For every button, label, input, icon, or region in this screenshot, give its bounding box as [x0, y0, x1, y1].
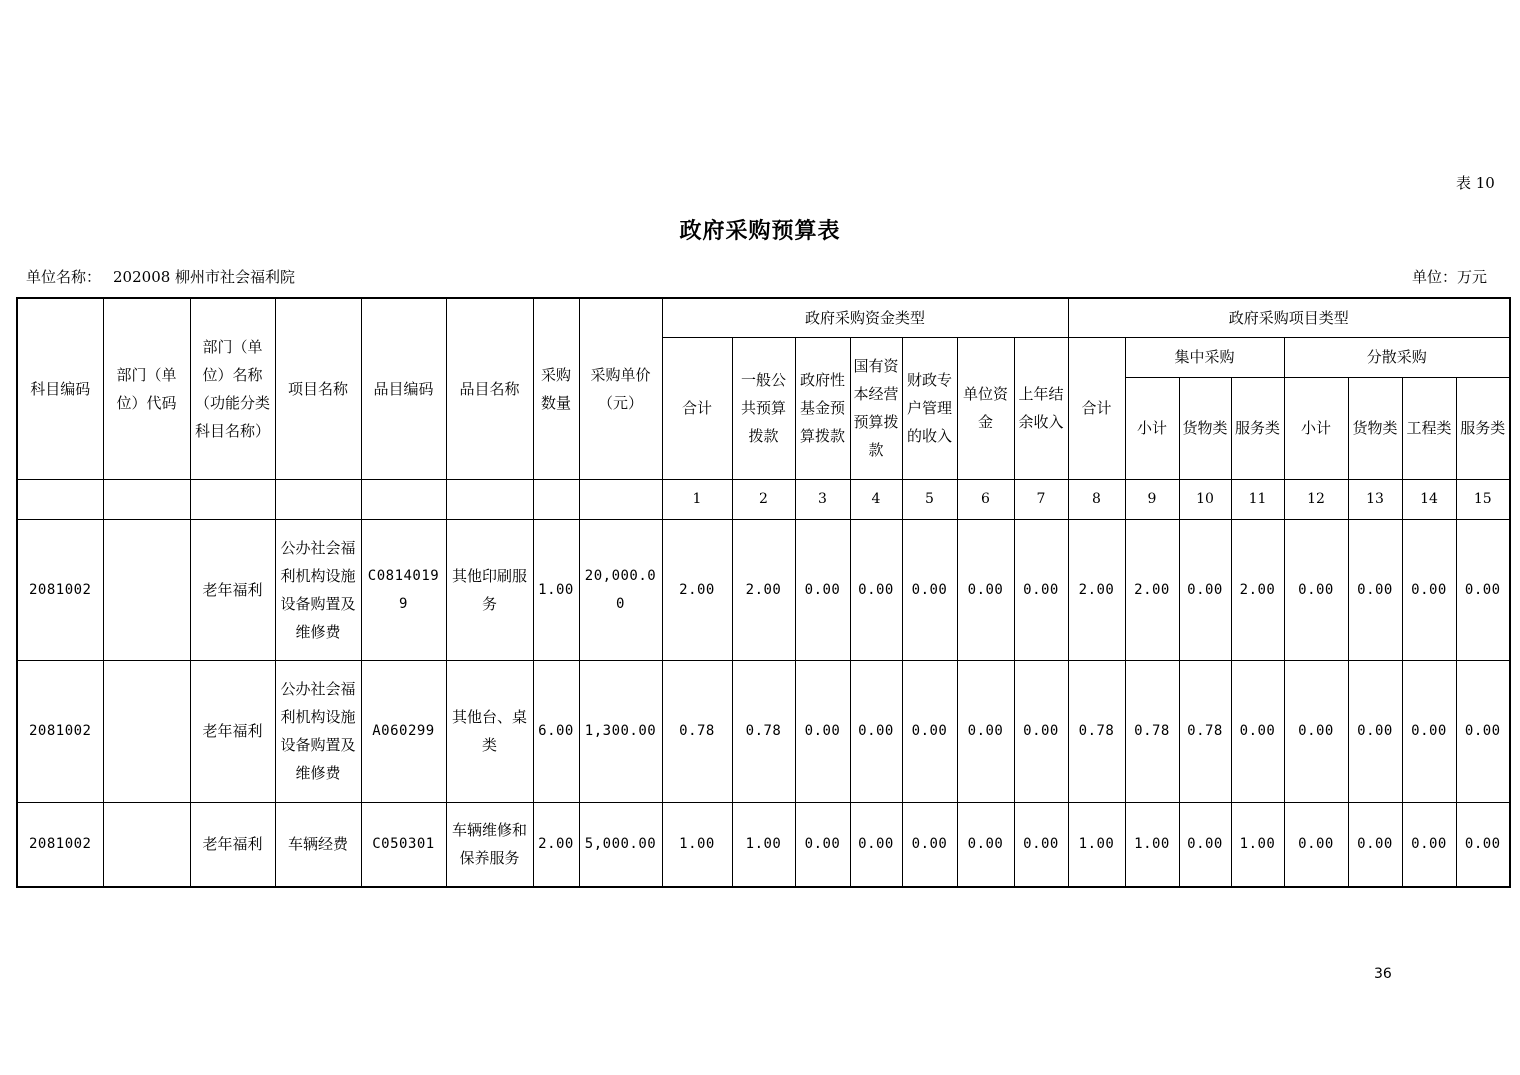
cell-value-col-12: 0.00	[1284, 519, 1348, 660]
cell-value-col-5: 0.00	[902, 660, 957, 802]
cell-value-col-15: 0.00	[1456, 660, 1510, 802]
cell-quantity: 1.00	[533, 519, 579, 660]
cell-value-col-9: 1.00	[1125, 802, 1179, 887]
cell-value-col-1: 2.00	[662, 519, 732, 660]
header-dept-name: 部门（单位）名称（功能分类科目名称）	[190, 298, 275, 479]
cell-value-col-11: 0.00	[1231, 660, 1284, 802]
page-number: 36	[1374, 966, 1392, 982]
cell-value-col-14: 0.00	[1402, 802, 1456, 887]
header-decentral-goods: 货物类	[1348, 377, 1402, 479]
cell-item-code: C050301	[361, 802, 446, 887]
table-row	[17, 519, 1510, 660]
table-row	[17, 802, 1510, 887]
page-title: 政府采购预算表	[679, 218, 841, 244]
col-number: 10	[1179, 479, 1231, 519]
header-item-name: 品目名称	[446, 298, 533, 479]
header-project-type-group: 政府采购项目类型	[1068, 298, 1510, 337]
header-fund-total: 合计	[662, 337, 732, 479]
cell-value-col-10: 0.00	[1179, 802, 1231, 887]
cell-value-col-3: 0.00	[795, 660, 850, 802]
cell-value-col-15: 0.00	[1456, 519, 1510, 660]
cell-value-col-2: 1.00	[732, 802, 795, 887]
header-dept-code: 部门（单位）代码	[103, 298, 190, 479]
cell-project-name: 公办社会福利机构设施设备购置及维修费	[275, 519, 361, 660]
cell-value-col-15: 0.00	[1456, 802, 1510, 887]
cell-dept-name: 老年福利	[190, 802, 275, 887]
header-central-services: 服务类	[1231, 377, 1284, 479]
cell-item-name: 车辆维修和保养服务	[446, 802, 533, 887]
col-number: 8	[1068, 479, 1125, 519]
col-number: 2	[732, 479, 795, 519]
cell-value-col-9: 0.78	[1125, 660, 1179, 802]
cell-subject-code: 2081002	[17, 519, 103, 660]
unit-name-label: 单位名称：	[26, 268, 102, 286]
cell-item-code: A060299	[361, 660, 446, 802]
header-project-total: 合计	[1068, 337, 1125, 479]
header-subject-code: 科目编码	[17, 298, 103, 479]
cell-subject-code: 2081002	[17, 660, 103, 802]
cell-value-col-5: 0.00	[902, 519, 957, 660]
cell-value-col-1: 0.78	[662, 660, 732, 802]
col-number: 9	[1125, 479, 1179, 519]
col-number: 11	[1231, 479, 1284, 519]
cell-value-col-6: 0.00	[957, 519, 1014, 660]
col-number: 1	[662, 479, 732, 519]
col-number: 7	[1014, 479, 1068, 519]
header-gov-fund-budget: 政府性基金预算拨款	[795, 337, 850, 479]
cell-value-col-3: 0.00	[795, 802, 850, 887]
cell-value-col-13: 0.00	[1348, 660, 1402, 802]
col-number: 12	[1284, 479, 1348, 519]
unit-label: 单位：万元	[1412, 268, 1488, 286]
header-centralized: 集中采购	[1125, 337, 1284, 377]
header-central-goods: 货物类	[1179, 377, 1231, 479]
header-decentral-subtotal: 小计	[1284, 377, 1348, 479]
col-number: 4	[850, 479, 902, 519]
header-fund-type-group: 政府采购资金类型	[662, 298, 1068, 337]
cell-value-col-3: 0.00	[795, 519, 850, 660]
col-number: 13	[1348, 479, 1402, 519]
header-decentralized: 分散采购	[1284, 337, 1510, 377]
table-number: 表 10	[1456, 174, 1495, 192]
cell-value-col-4: 0.00	[850, 660, 902, 802]
cell-value-col-7: 0.00	[1014, 519, 1068, 660]
cell-value-col-14: 0.00	[1402, 519, 1456, 660]
col-number: 6	[957, 479, 1014, 519]
cell-dept-code	[103, 802, 190, 887]
header-central-subtotal: 小计	[1125, 377, 1179, 479]
header-special-account-income: 财政专户管理的收入	[902, 337, 957, 479]
header-prior-year-balance: 上年结余收入	[1014, 337, 1068, 479]
header-unit-price: 采购单价（元）	[579, 298, 662, 479]
cell-value-col-13: 0.00	[1348, 802, 1402, 887]
cell-value-col-11: 1.00	[1231, 802, 1284, 887]
cell-quantity: 6.00	[533, 660, 579, 802]
cell-item-code: C08140199	[361, 519, 446, 660]
cell-item-name: 其他台、桌类	[446, 660, 533, 802]
cell-unit-price: 5,000.00	[579, 802, 662, 887]
col-number: 5	[902, 479, 957, 519]
col-number: 14	[1402, 479, 1456, 519]
cell-quantity: 2.00	[533, 802, 579, 887]
header-item-code: 品目编码	[361, 298, 446, 479]
cell-value-col-7: 0.00	[1014, 660, 1068, 802]
cell-unit-price: 20,000.00	[579, 519, 662, 660]
header-quantity: 采购数量	[533, 298, 579, 479]
cell-value-col-6: 0.00	[957, 660, 1014, 802]
unit-name	[26, 266, 295, 287]
cell-value-col-6: 0.00	[957, 802, 1014, 887]
column-number-row	[17, 479, 1510, 519]
table-row	[17, 660, 1510, 802]
cell-value-col-14: 0.00	[1402, 660, 1456, 802]
cell-value-col-4: 0.00	[850, 519, 902, 660]
col-number: 15	[1456, 479, 1510, 519]
cell-project-name: 车辆经费	[275, 802, 361, 887]
cell-value-col-8: 2.00	[1068, 519, 1125, 660]
header-project-name: 项目名称	[275, 298, 361, 479]
cell-value-col-12: 0.00	[1284, 802, 1348, 887]
cell-value-col-9: 2.00	[1125, 519, 1179, 660]
cell-unit-price: 1,300.00	[579, 660, 662, 802]
header-decentral-works: 工程类	[1402, 377, 1456, 479]
cell-value-col-12: 0.00	[1284, 660, 1348, 802]
cell-dept-code	[103, 660, 190, 802]
cell-value-col-8: 0.78	[1068, 660, 1125, 802]
col-number: 3	[795, 479, 850, 519]
header-unit-funds: 单位资金	[957, 337, 1014, 479]
procurement-budget-table	[16, 297, 1511, 888]
cell-value-col-13: 0.00	[1348, 519, 1402, 660]
header-general-budget: 一般公共预算拨款	[732, 337, 795, 479]
cell-value-col-10: 0.00	[1179, 519, 1231, 660]
header-decentral-services: 服务类	[1456, 377, 1510, 479]
cell-value-col-4: 0.00	[850, 802, 902, 887]
cell-value-col-7: 0.00	[1014, 802, 1068, 887]
cell-value-col-11: 2.00	[1231, 519, 1284, 660]
cell-dept-code	[103, 519, 190, 660]
cell-item-name: 其他印刷服务	[446, 519, 533, 660]
cell-dept-name: 老年福利	[190, 519, 275, 660]
unit-name-value: 202008 柳州市社会福利院	[113, 268, 296, 286]
cell-value-col-2: 0.78	[732, 660, 795, 802]
cell-project-name: 公办社会福利机构设施设备购置及维修费	[275, 660, 361, 802]
cell-dept-name: 老年福利	[190, 660, 275, 802]
header-state-capital-budget: 国有资本经营预算拨款	[850, 337, 902, 479]
cell-value-col-2: 2.00	[732, 519, 795, 660]
cell-subject-code: 2081002	[17, 802, 103, 887]
cell-value-col-8: 1.00	[1068, 802, 1125, 887]
cell-value-col-5: 0.00	[902, 802, 957, 887]
cell-value-col-10: 0.78	[1179, 660, 1231, 802]
cell-value-col-1: 1.00	[662, 802, 732, 887]
